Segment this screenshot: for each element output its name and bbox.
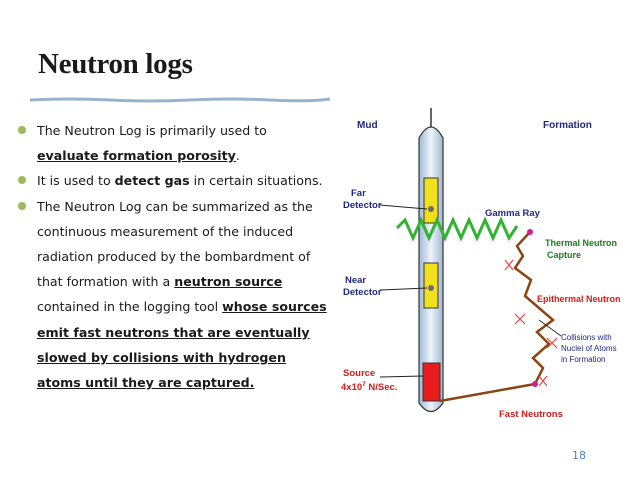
bullet-list xyxy=(18,118,328,395)
label-thermal-1: Thermal Neutron xyxy=(545,238,618,248)
bullet-text: detect gas xyxy=(114,173,190,189)
bullet-item xyxy=(18,194,328,396)
far-detector xyxy=(424,178,438,223)
label-near-2: Detector xyxy=(343,287,382,298)
neutron-log-diagram xyxy=(325,108,621,428)
slide-title: Neutron logs xyxy=(38,48,193,80)
bullet-dot-icon xyxy=(18,202,26,210)
label-mud: Mud xyxy=(357,120,378,131)
label-fast-neutrons: Fast Neutrons xyxy=(499,409,563,420)
label-thermal-2: Capture xyxy=(547,250,582,260)
bullet-item xyxy=(18,118,328,168)
label-epithermal: Epithermal Neutron xyxy=(537,294,621,304)
bullet-text: evaluate formation porosity xyxy=(37,148,236,164)
bullet-text: It is used to xyxy=(37,173,115,189)
bullet-text: . xyxy=(235,148,240,164)
label-far-2: Detector xyxy=(343,200,382,211)
label-collisions-1: Collisions with xyxy=(561,333,612,342)
label-collisions-3: in Formation xyxy=(561,355,606,364)
bullet-text: neutron source xyxy=(174,274,283,290)
bullet-text: contained in the logging tool xyxy=(37,299,223,315)
bullet-text: The Neutron Log can be summarized as the continuous measurement of the induced radiation produced by the bombardment of that formation with a xyxy=(37,198,313,290)
bullet-dot-icon xyxy=(18,126,26,134)
label-formation: Formation xyxy=(543,120,592,131)
bullet-text: whose sources emit fast neutrons that are eventually slowed by collisions with hydrogen atoms until they are captured. xyxy=(37,299,327,391)
label-source-1: Source xyxy=(343,368,376,379)
page-number: 18 xyxy=(572,449,586,462)
gamma-ray-path xyxy=(397,220,517,238)
label-gamma-ray: Gamma Ray xyxy=(485,208,540,219)
label-source-rate: $4x10^7$ N/Sec. xyxy=(341,381,398,393)
bullet-text: The Neutron Log is primarily used to xyxy=(37,123,267,138)
label-collisions-2: Nuclei of Atoms xyxy=(561,344,617,353)
neutron-path xyxy=(440,232,553,401)
bullet-text: in certain situations. xyxy=(189,173,323,189)
label-far-1: Far xyxy=(351,188,366,199)
title-underline xyxy=(30,97,330,103)
neutron-source xyxy=(423,363,440,401)
bullet-item xyxy=(18,168,328,193)
label-near-1: Near xyxy=(345,275,367,286)
bullet-dot-icon xyxy=(18,176,26,184)
